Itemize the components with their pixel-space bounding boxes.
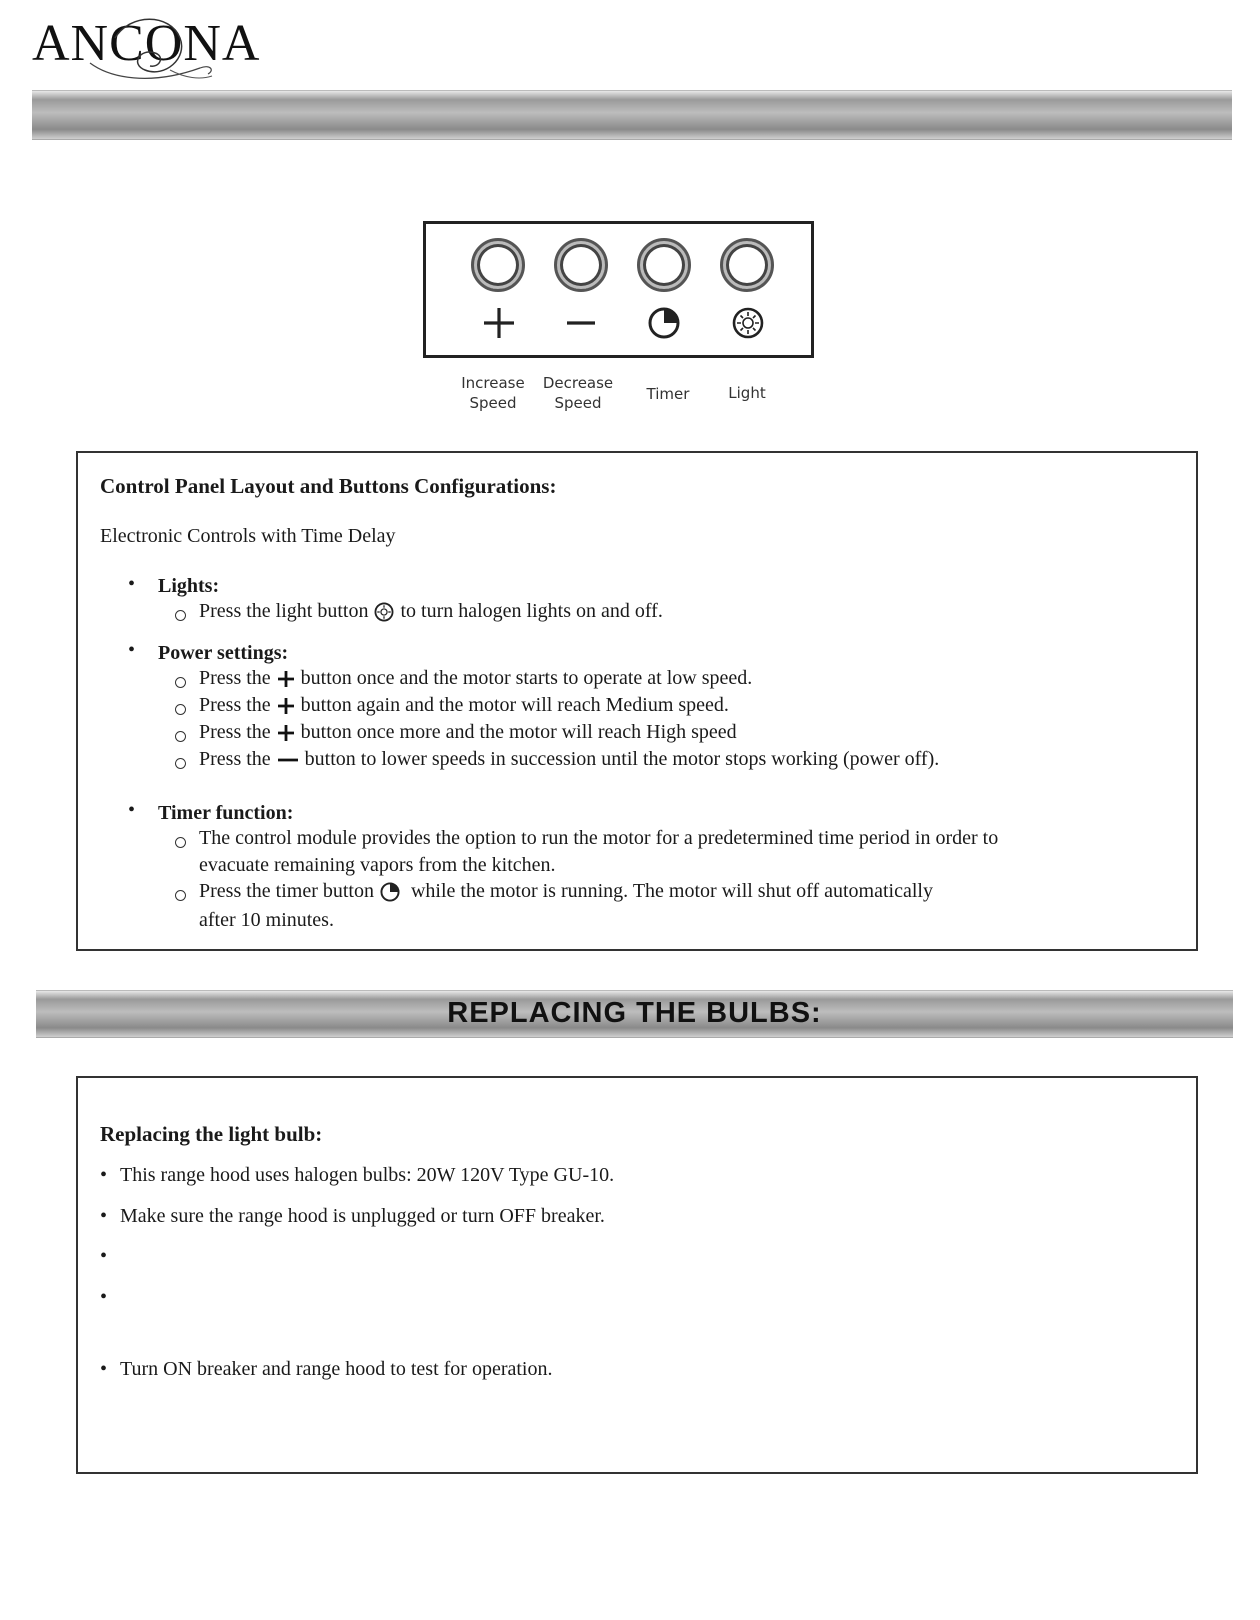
sub-bullet (175, 677, 186, 688)
lights-heading: Lights: (158, 575, 220, 597)
bullet-dot: • (100, 1286, 108, 1308)
power-step-2: Press the button again and the motor will reach Medium speed. (199, 694, 729, 716)
light-icon (373, 601, 395, 623)
sub-bullet (175, 731, 186, 742)
bulbs-item-5: Turn ON breaker and range hood to test for operation. (120, 1358, 553, 1380)
bulbs-item-2: Make sure the range hood is unplugged or turn OFF breaker. (120, 1205, 605, 1227)
banner-title: REPLACING THE BULBS: (447, 997, 822, 1029)
timer-icon (646, 305, 682, 341)
power-step-4: Press the button to lower speeds in succession until the motor stops working (power off). (199, 748, 940, 770)
timer-knob (637, 238, 691, 292)
increase-speed-label: Increase Speed (461, 374, 525, 412)
lights-instruction: Press the light button to turn halogen lights on and off. (199, 600, 663, 622)
sub-bullet (175, 704, 186, 715)
bullet-dot: • (128, 573, 136, 595)
bullet-dot: • (128, 799, 136, 821)
decrease-speed-knob (554, 238, 608, 292)
controls-title: Control Panel Layout and Buttons Configurations: (100, 474, 557, 498)
sub-bullet (175, 890, 186, 901)
logo-swirl-icon (70, 8, 220, 88)
timer-label: Timer (646, 385, 690, 403)
light-knob (720, 238, 774, 292)
plus-icon (481, 305, 517, 341)
minus-icon (563, 305, 599, 341)
control-panel-diagram (423, 221, 814, 358)
light-label: Light (728, 384, 766, 402)
power-heading: Power settings: (158, 642, 289, 664)
power-step-3: Press the button once more and the motor will reach High speed (199, 721, 737, 743)
section-banner (36, 990, 1233, 1038)
plus-icon (276, 723, 296, 743)
bullet-dot: • (128, 639, 136, 661)
timer-icon (379, 881, 401, 903)
timer-heading: Timer function: (158, 802, 294, 824)
sub-bullet (175, 758, 186, 769)
increase-speed-knob (471, 238, 525, 292)
minus-icon (276, 750, 300, 770)
bullet-dot: • (100, 1205, 108, 1227)
controls-subtitle: Electronic Controls with Time Delay (100, 525, 396, 547)
bullet-dot: • (100, 1358, 108, 1380)
bulb-replacement-box (76, 1076, 1198, 1474)
timer-step-2c: after 10 minutes. (199, 909, 334, 931)
bulbs-item-1: This range hood uses halogen bulbs: 20W 120V Type GU-10. (120, 1164, 615, 1186)
sub-bullet (175, 837, 186, 848)
power-step-1: Press the button once and the motor starts to operate at low speed. (199, 667, 753, 689)
plus-icon (276, 696, 296, 716)
controls-description-box (76, 451, 1198, 951)
timer-step-1b: evacuate remaining vapors from the kitchen. (199, 854, 556, 876)
bullet-dot: • (100, 1245, 108, 1267)
sub-bullet (175, 610, 186, 621)
timer-step-2a: Press the timer button while the motor is running. The motor will shut off automatically (199, 880, 933, 902)
decrease-speed-label: Decrease Speed (542, 374, 614, 412)
bullet-dot: • (100, 1164, 108, 1186)
brand-logo: ANCONA (32, 15, 261, 72)
plus-icon (276, 669, 296, 689)
light-icon (730, 305, 766, 341)
header-bar (32, 90, 1232, 140)
timer-step-1a: The control module provides the option to run the motor for a predetermined time period in order to (199, 827, 999, 849)
bulbs-title: Replacing the light bulb: (100, 1122, 323, 1146)
